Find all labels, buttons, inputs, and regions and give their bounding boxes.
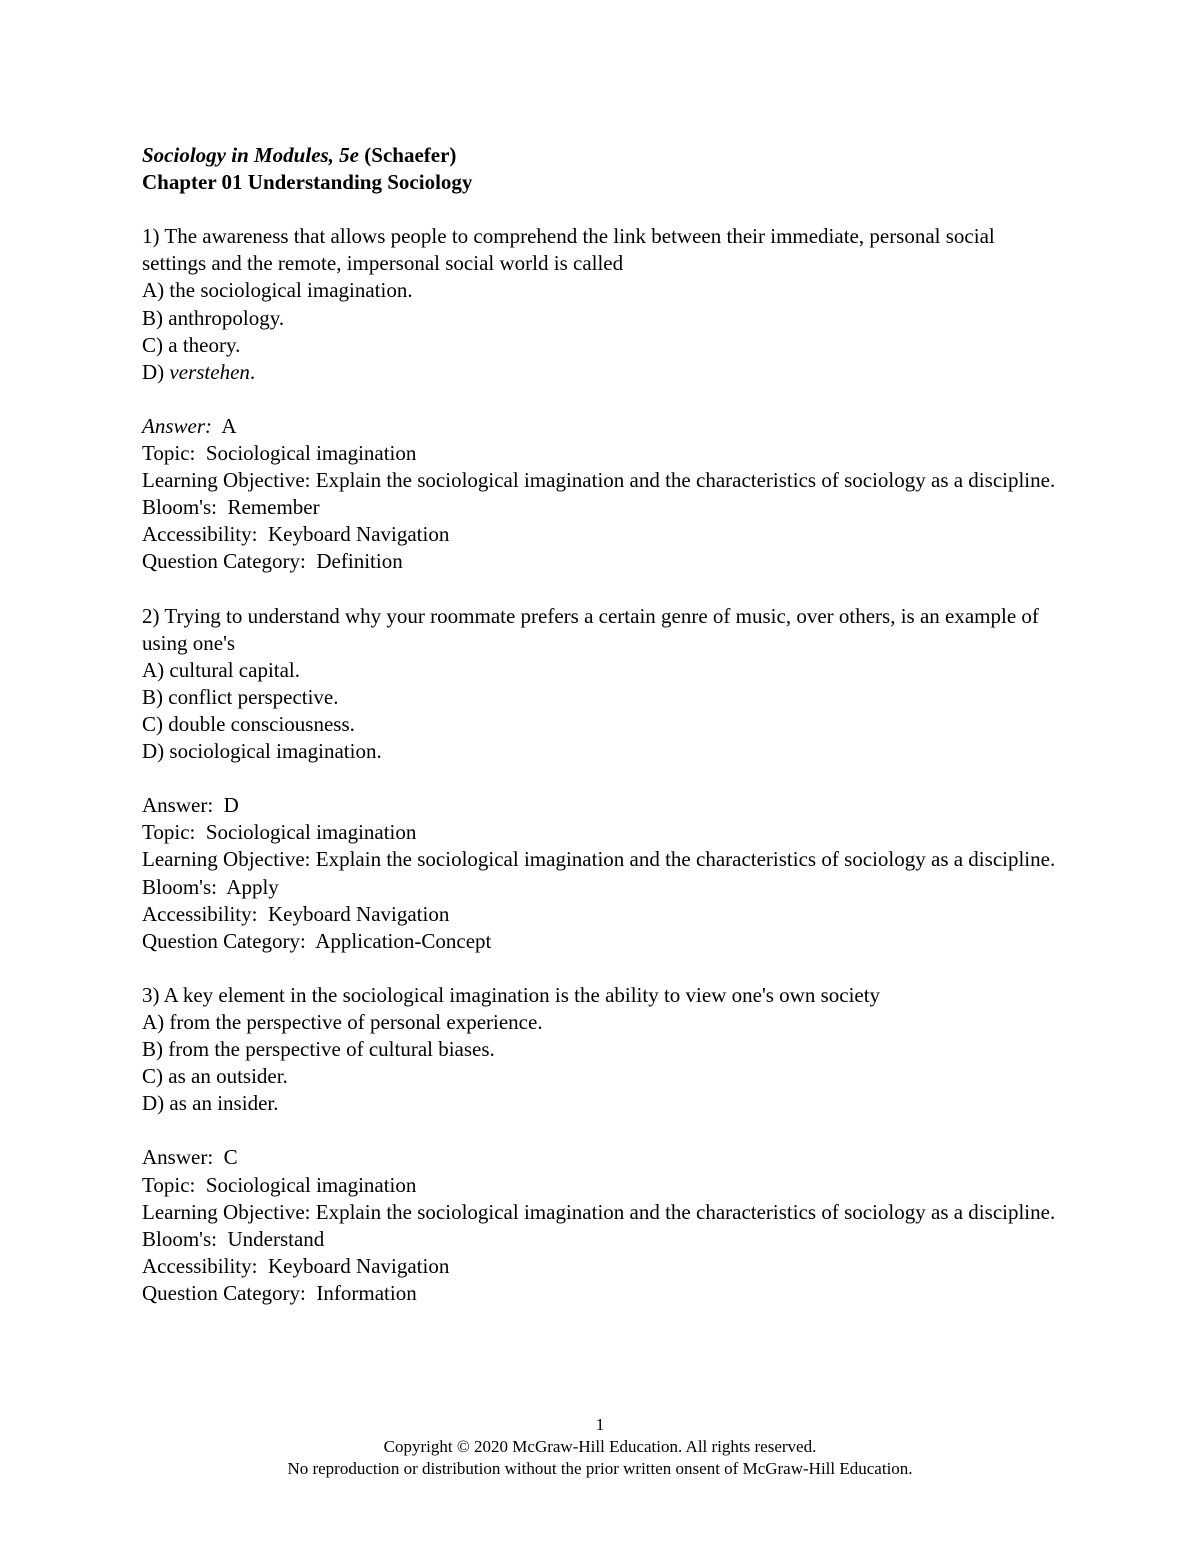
learning-objective-line: Learning Objective: Explain the sociological imagination and the characteristics of sociology as a discipline. (142, 1199, 1056, 1224)
accessibility-line: Accessibility: Keyboard Navigation (142, 522, 450, 547)
book-author: (Schaefer) (359, 143, 457, 167)
answer-line: Answer: D (142, 793, 239, 818)
answer-option (142, 359, 1062, 386)
answer-option: C) as an outsider. (142, 1064, 288, 1089)
answer-option: C) a theory. (142, 332, 241, 357)
answer-label: Answer: (142, 413, 212, 438)
answer-line (142, 413, 1062, 440)
learning-objective-line: Learning Objective: Explain the sociological imagination and the characteristics of sociology as a discipline. (142, 847, 1056, 872)
answer-option: C) double consciousness. (142, 711, 355, 736)
option-suffix: . (249, 359, 256, 384)
answer-value: A (212, 413, 237, 438)
blooms-line: Bloom's: Apply (142, 874, 279, 899)
topic-line: Topic: Sociological imagination (142, 441, 417, 466)
question-stem: 3) A key element in the sociological imagination is the ability to view one's own society (142, 982, 881, 1007)
question-1 (142, 223, 1062, 575)
question-3 (142, 982, 1062, 1307)
option-prefix: D) (142, 359, 170, 384)
answer-option: D) sociological imagination. (142, 739, 382, 764)
topic-line: Topic: Sociological imagination (142, 820, 417, 845)
answer-option: A) cultural capital. (142, 657, 301, 682)
chapter-title: Chapter 01 Understanding Sociology (142, 170, 473, 195)
answer-line: Answer: C (142, 1145, 238, 1170)
question-stem: 2) Trying to understand why your roommate prefers a certain genre of music, over others, is an example of using one's (142, 603, 1039, 655)
question-stem: 1) The awareness that allows people to comprehend the link between their immediate, personal social settings and the remote, impersonal social world is called (142, 224, 995, 276)
answer-option: D) as an insider. (142, 1091, 279, 1116)
page-content (142, 142, 1062, 1307)
book-title-line (142, 142, 1062, 169)
category-line: Question Category: Information (142, 1280, 417, 1305)
answer-option: B) anthropology. (142, 305, 285, 330)
topic-line: Topic: Sociological imagination (142, 1172, 417, 1197)
copyright-notice: Copyright © 2020 McGraw-Hill Education. All rights reserved. (383, 1437, 817, 1456)
answer-option: A) the sociological imagination. (142, 278, 413, 303)
category-line: Question Category: Application-Concept (142, 928, 492, 953)
learning-objective-line: Learning Objective: Explain the sociological imagination and the characteristics of sociology as a discipline. (142, 468, 1056, 493)
answer-option: B) from the perspective of cultural biases. (142, 1037, 495, 1062)
answer-option: A) from the perspective of personal experience. (142, 1010, 543, 1034)
reproduction-notice: No reproduction or distribution without the prior written onsent of McGraw-Hill Education. (287, 1459, 913, 1478)
option-italic-term: verstehen (169, 359, 250, 384)
accessibility-line: Accessibility: Keyboard Navigation (142, 1253, 450, 1278)
blooms-line: Bloom's: Understand (142, 1226, 325, 1251)
answer-option: B) conflict perspective. (142, 684, 339, 709)
accessibility-line: Accessibility: Keyboard Navigation (142, 901, 450, 926)
category-line: Question Category: Definition (142, 549, 403, 574)
book-title: Sociology in Modules, 5e (142, 143, 360, 167)
blooms-line: Bloom's: Remember (142, 495, 320, 520)
page-footer (0, 1414, 1200, 1480)
question-2 (142, 603, 1062, 955)
page-number: 1 (595, 1415, 605, 1434)
